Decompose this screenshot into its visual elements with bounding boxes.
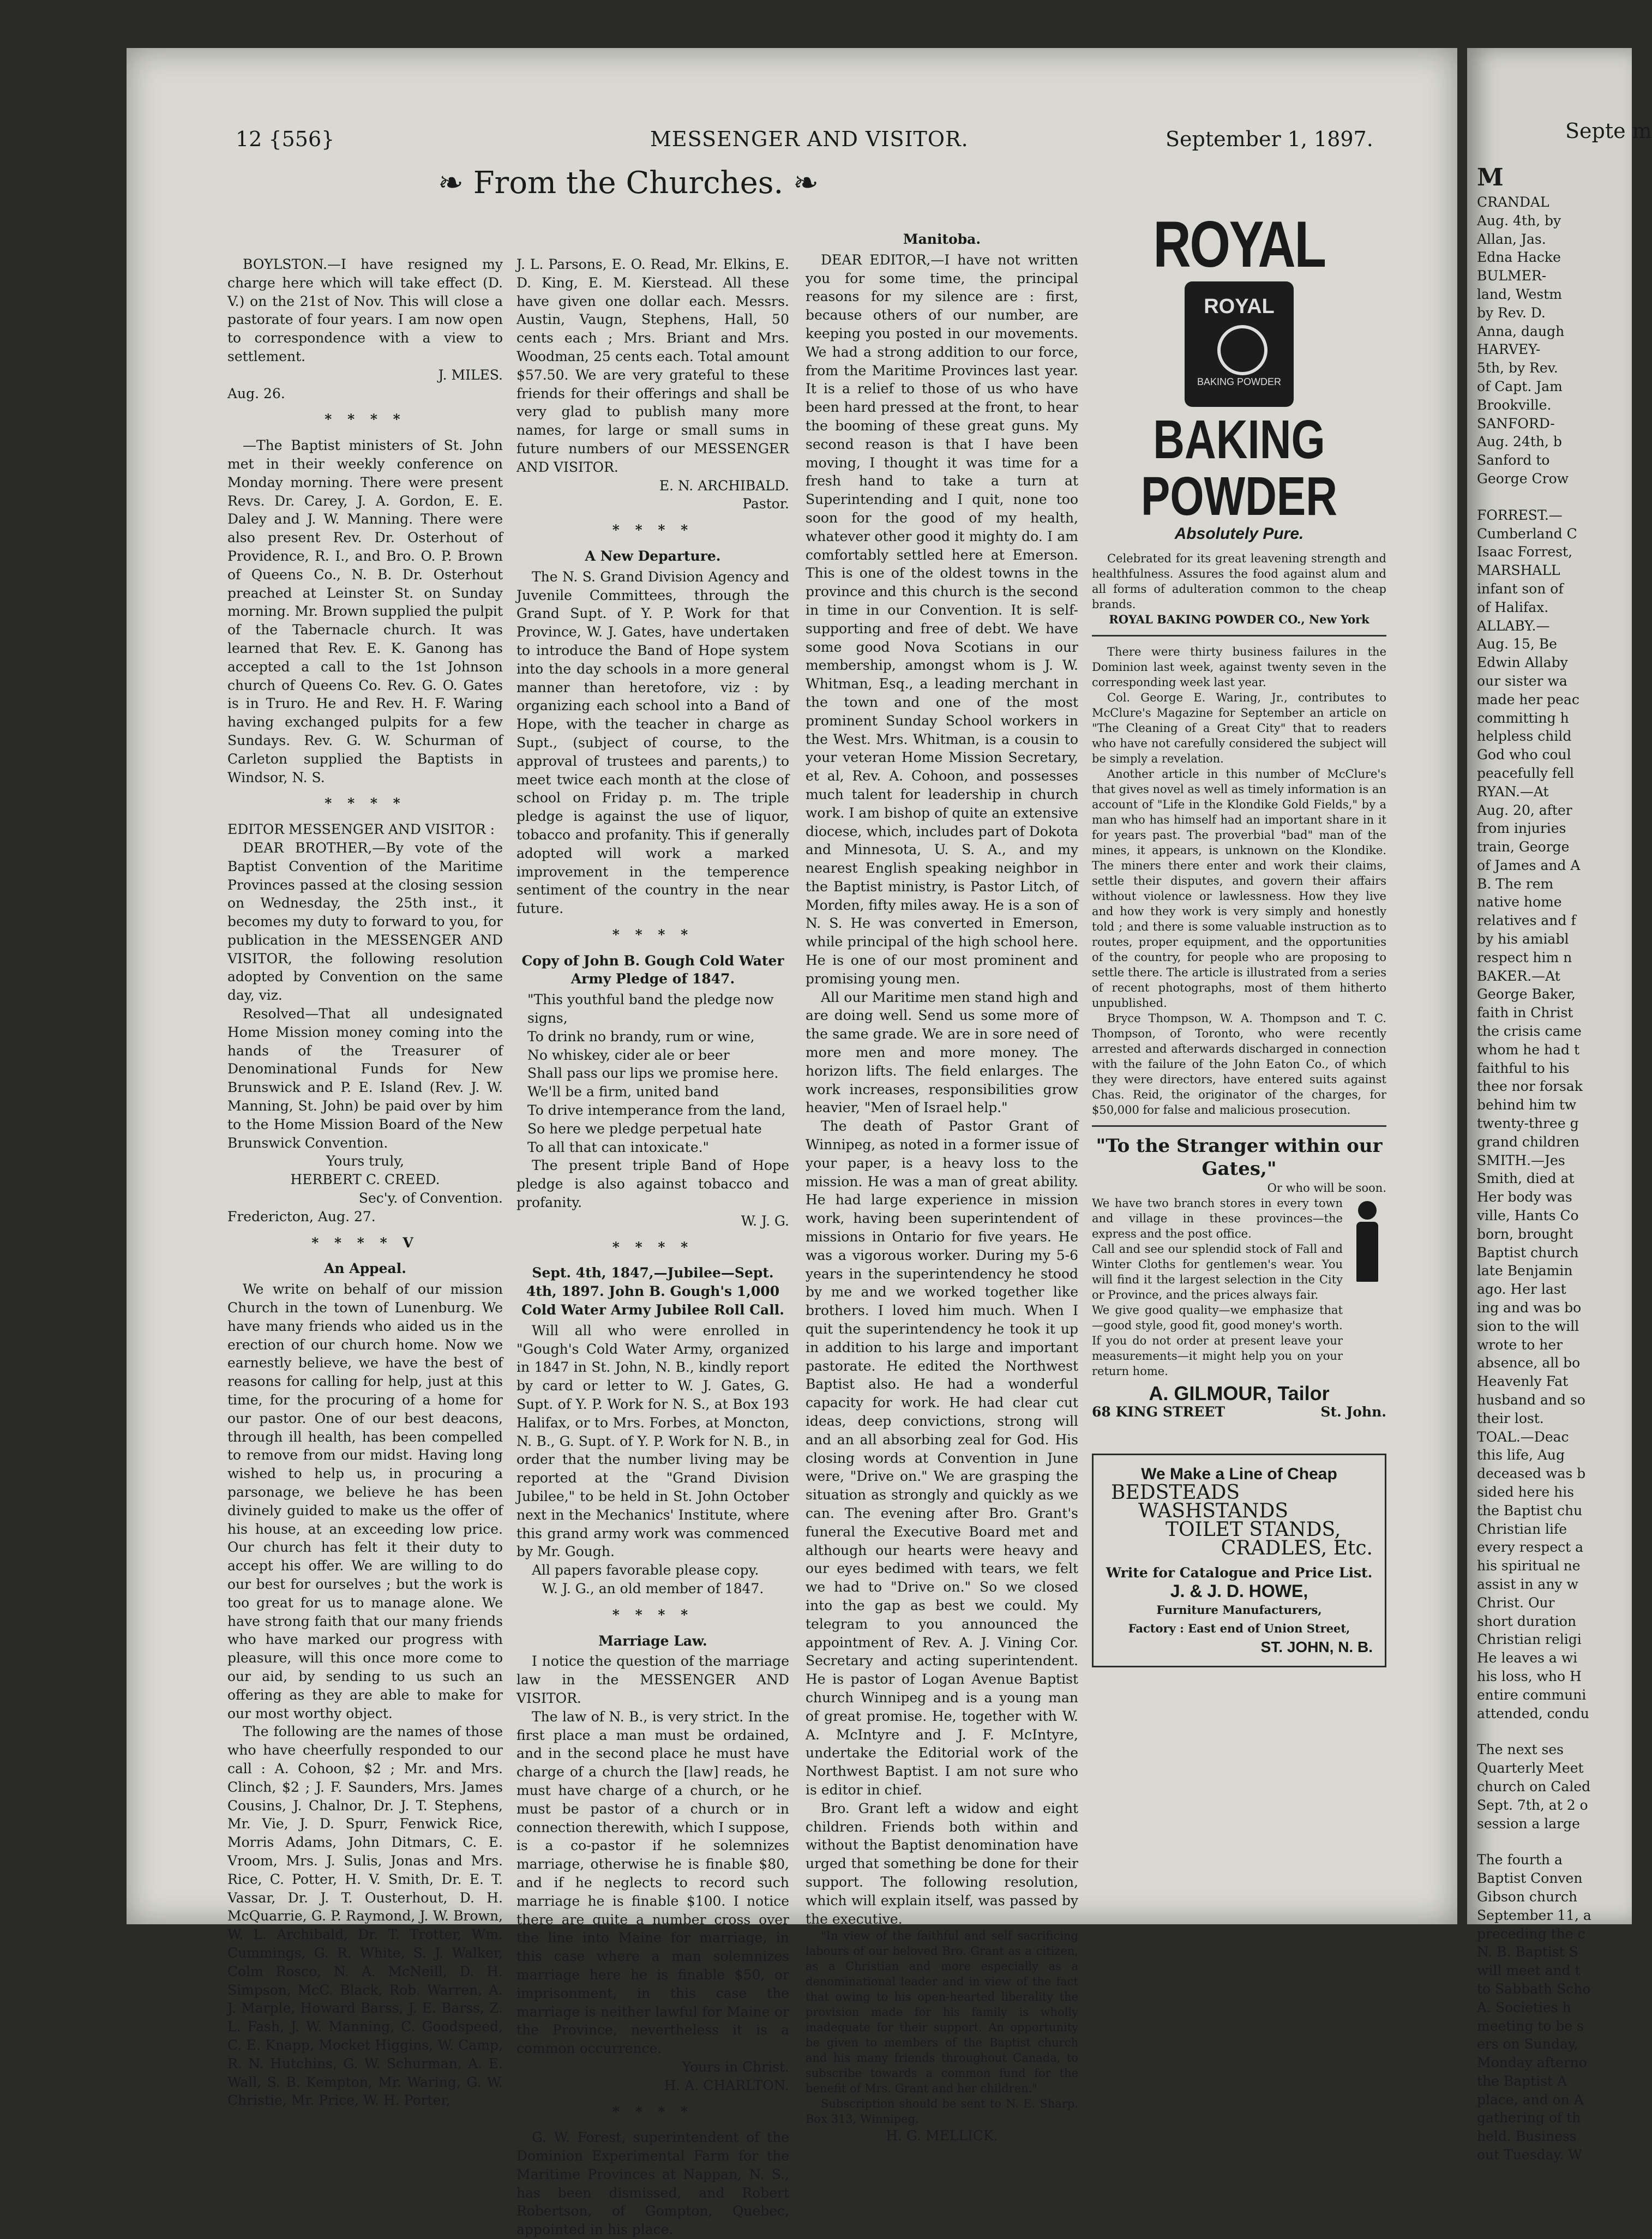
facing-page-line: absence, all bo bbox=[1477, 1355, 1581, 1371]
facing-page-line: Her body was bbox=[1477, 1189, 1572, 1205]
facing-page-line: SMITH.—Jes bbox=[1477, 1152, 1565, 1168]
donor-list-continued: J. L. Parsons, E. O. Read, Mr. Elkins, E. D. King, E. M. Kierstead. All these have given one dollar each. Messrs. Austin, Vaugn, Stephens, Hall, 50 cents each ; Mrs. Briant and Mrs. Woodman, 25 cents each. Total amount $57.50. We are very grateful to these friends for their offerings and shall be very glad to publish many more names, for large or small sums in future numbers of our MESSENGER AND VISITOR. bbox=[516, 256, 789, 475]
facing-page-line: M bbox=[1477, 164, 1504, 191]
manitoba-maritime-men: All our Maritime men stand high and are doing well. Send us some more of the same grade. We are in sore need of more men and more money. The horizon lifts. The field enlarges. The work increases, responsibilities grow heavier, "Men of Israel help." bbox=[806, 989, 1078, 1116]
facing-page-line bbox=[1477, 1722, 1641, 1740]
facing-page-line: B. The rem bbox=[1477, 875, 1554, 892]
facing-page-line: gathering of th bbox=[1477, 2110, 1581, 2126]
pledge-poem-line: To drink no brandy, rum or wine, bbox=[527, 1028, 755, 1045]
facing-page-line: SANFORD- bbox=[1477, 415, 1555, 431]
manitoba-heading: Manitoba. bbox=[903, 231, 981, 247]
gilmour-line: Call and see our splendid stock of Fall and Winter Cloths for gentlemen's wear. You will find it the largest selection in the City or Province, and the prices always fair. bbox=[1092, 1242, 1343, 1301]
facing-page-line: twenty-three g bbox=[1477, 1115, 1579, 1132]
facing-page-line: Quarterly Meet bbox=[1477, 1760, 1584, 1776]
issue-date: September 1, 1897. bbox=[1166, 127, 1373, 151]
facing-page-line: Aug. 24th, b bbox=[1477, 434, 1562, 450]
pledge-poem-line: To all that can intoxicate." bbox=[527, 1139, 710, 1155]
facing-page-line: this life, Aug bbox=[1477, 1447, 1565, 1463]
pledge-poem-line: We'll be a firm, united band bbox=[527, 1084, 719, 1100]
jubilee-signature: W. J. G., an old member of 1847. bbox=[542, 1580, 764, 1596]
howe-subtitle: Furniture Manufacturers, bbox=[1156, 1602, 1322, 1617]
pledge-poem-line: No whiskey, cider ale or beer bbox=[527, 1047, 730, 1063]
facing-page-line: wrote to her bbox=[1477, 1336, 1563, 1353]
facing-page-line bbox=[1477, 488, 1641, 506]
manitoba-widow: Bro. Grant left a widow and eight children. Friends both within and without the Baptist denomination have urged that something be done for their support. The following resolution, which will explain itself, was passed by the executive. bbox=[806, 1800, 1078, 1927]
facing-page-line: his spiritual ne bbox=[1477, 1558, 1581, 1574]
archibald-signature: E. N. ARCHIBALD. bbox=[659, 477, 789, 494]
facing-page-edge bbox=[1467, 48, 1652, 2163]
manitoba-subscription: Subscription should be sent to N. E. Sharp. Box 313, Winnipeg. bbox=[806, 2097, 1078, 2126]
column-4 bbox=[1092, 208, 1386, 1667]
gilmour-city: St. John. bbox=[1320, 1403, 1386, 1420]
facing-page-line: ing and was bo bbox=[1477, 1300, 1582, 1316]
facing-page-line: Baptist church bbox=[1477, 1244, 1579, 1260]
facing-page-line: RYAN.—At bbox=[1477, 783, 1549, 800]
facing-page-line: ers on Sunday, bbox=[1477, 2036, 1578, 2052]
facing-page-line: whom he had t bbox=[1477, 1041, 1580, 1058]
facing-page-line: church on Caled bbox=[1477, 1778, 1591, 1794]
facing-page-line: from injuries bbox=[1477, 820, 1566, 837]
facing-page-line: late Benjamin bbox=[1477, 1263, 1573, 1279]
forest-dismissal-notice: G. W. Forest, superintendent of the Dominion Experimental Farm for the Maritime Provinces at Nappan, N. S., has been dismissed, and Robert Robertson, of Gompton, Quebec, appointed in his place. bbox=[516, 2129, 789, 2238]
facing-page-line: Baptist Conven bbox=[1477, 1870, 1583, 1887]
howe-item: TOILET STANDS, bbox=[1166, 1518, 1341, 1541]
facing-page-column bbox=[1477, 163, 1641, 2164]
howe-furniture-ad bbox=[1092, 1454, 1386, 1667]
facing-page-line: native home bbox=[1477, 894, 1562, 910]
facing-page-line: The next ses bbox=[1477, 1742, 1564, 1758]
facing-page-line: land, Westm bbox=[1477, 286, 1562, 302]
facing-page-line: preceding the c bbox=[1477, 1925, 1585, 1942]
gilmour-address: 68 KING STREET bbox=[1092, 1403, 1225, 1420]
gilmour-tailor-ad bbox=[1092, 1134, 1386, 1421]
facing-page-line: session a large bbox=[1477, 1815, 1580, 1832]
gentleman-figure-icon bbox=[1348, 1196, 1386, 1379]
facing-page-line: Sanford to bbox=[1477, 452, 1550, 469]
facing-page-line: peacefully fell bbox=[1477, 765, 1574, 781]
facing-page-line: behind him tw bbox=[1477, 1097, 1577, 1113]
facing-page-line: born, brought bbox=[1477, 1226, 1573, 1242]
howe-item: BEDSTEADS bbox=[1111, 1481, 1240, 1504]
facing-page-line: to Sabbath Scho bbox=[1477, 1980, 1591, 1997]
royal-baking-powder-ad bbox=[1092, 208, 1386, 627]
newspaper-page bbox=[127, 48, 1457, 2238]
column-2 bbox=[516, 255, 789, 2239]
facing-page-line bbox=[1477, 1833, 1641, 1851]
facing-page-line: CRANDAL bbox=[1477, 194, 1549, 210]
howe-item: CRADLES, Etc. bbox=[1221, 1536, 1373, 1559]
facing-page-line: N. B. Baptist S bbox=[1477, 1944, 1578, 1960]
can-label-top: ROYAL bbox=[1204, 295, 1275, 318]
facing-page-line: HARVEY- bbox=[1477, 341, 1541, 358]
waring-article-notice: Col. George E. Waring, Jr., contributes to McClure's Magazine for September an article on "The Cleaning of a Great City" that to readers who have not carefully considered the subject will be simply a revelation. bbox=[1092, 691, 1386, 765]
pledge-poem-line: So here we pledge perpetual hate bbox=[527, 1120, 762, 1137]
donor-list: The following are the names of those who have cheerfully responded to our call : A. Cohoon, $2 ; Mr. and Mrs. Clinch, $2 ; J. F. Saunders, Mrs. James Cousins, J. Chalnor, Dr. J. T. Stephens, Mr. Vie, J. D. Spurr, Fenwick Rice, Morris Adams, John Ditmars, C. E. Vroom, Mrs. J. Sulis, Jonas and Mrs. Rice, C. Potter, H. V. Smith, Dr. E. T. Vassar, Dr. J. T. Ousterhout, D. H. McQuarrie, G. P. Raymond, J. W. Brown, W. L. Archibald, Dr. T. Trotter, Wm. Cummings, G. R. White, S. J. Walker, Colm Rosco, N. A. McNeill, D. H. Simpson, McC. Black, Rob. Warren, A. J. Marple, Howard Barss, J. E. Barss, Z. L. Fash, J. W. Manning, C. Goodspeed, C. E. Knapp, Mocket Higgins, W. Camp, R. N. Hutchins, G. W. Schurman, A. E. Wall, S. B. Kempton, Mr. Waring, G. W. Christie, Mr. Price, W. H. Porter, bbox=[227, 1724, 503, 2109]
howe-item: WASHSTANDS bbox=[1138, 1499, 1288, 1522]
facing-page-line: of James and A bbox=[1477, 857, 1581, 873]
divider bbox=[1092, 1125, 1386, 1127]
facing-page-line: BULMER- bbox=[1477, 268, 1547, 284]
pledge-signature: W. J. G. bbox=[741, 1212, 789, 1229]
gilmour-headline: "To the Stranger within our Gates," bbox=[1096, 1134, 1383, 1180]
gilmour-subline: Or who will be soon. bbox=[1267, 1181, 1386, 1194]
letter-salutation: EDITOR MESSENGER AND VISITOR : bbox=[227, 821, 495, 838]
facing-page-line: ville, Hants Co bbox=[1477, 1208, 1579, 1224]
facing-page-line: committing h bbox=[1477, 710, 1569, 726]
can-label-bottom: BAKING POWDER bbox=[1197, 376, 1282, 388]
facing-page-line: ago. Her last bbox=[1477, 1281, 1566, 1298]
new-departure-heading: A New Departure. bbox=[585, 548, 721, 564]
facing-page-line: Isaac Forrest, bbox=[1477, 544, 1573, 560]
manitoba-letter-body: DEAR EDITOR,—I have not written you for some time, the principal reasons for my silence are : first, because others of our number, are keeping you posted in our movements. We had a strong addition to our force, from the Maritime Provinces last year. It is a relief to those of us who have been hard pressed at the front, to hear the booming of these great guns. My second reason is that I have been moving, I thought it was time for a fresh hand to take a turn at Superintending and I quit, none too soon for the good of my health, whatever other good it mighty do. I am comfortably settled here at Emerson. This is one of the oldest towns in the province and this church is the second in time in our Convention. It is self-supporting and free of debt. We have some good Nova Scotians in our membership, amongst whom is J. W. Whitman, Esq., a leading merchant in the town and one of the most prominent Sunday School workers in the West. Mrs. Whitman, is a cousin to your veteran Home Mission Secretary, et al, Rev. A. Cohoon, and possesses much talent for leadership in church work. I am bishop of quite an extensive diocese, which, includes part of Dokota and Minnesota, U. S. A., and my nearest English speaking neighbor in the Baptist ministry, is Pastor Litch, of Morden, fifty miles away. He is a son of N. S. He was converted in Emerson, while principal of the high school here. He is one of our most prominent and promising young men. bbox=[806, 251, 1078, 987]
facing-page-line: Allan, Jas. bbox=[1477, 231, 1546, 247]
facing-page-line: their lost. bbox=[1477, 1410, 1544, 1426]
facing-page-line: meeting to be s bbox=[1477, 2018, 1584, 2034]
howe-headline: We Make a Line of Cheap bbox=[1141, 1465, 1337, 1484]
column-1 bbox=[227, 255, 503, 2110]
facing-page-line: ALLABY.— bbox=[1477, 617, 1550, 634]
facing-page-line: by his amiabl bbox=[1477, 931, 1569, 947]
facing-page-line: Aug. 4th, by bbox=[1477, 212, 1561, 229]
facing-page-line: made her peac bbox=[1477, 691, 1579, 707]
facing-page-line: Edna Hacke bbox=[1477, 249, 1561, 266]
facing-page-line: George Crow bbox=[1477, 470, 1569, 487]
separator-stars: * * * * bbox=[612, 2103, 694, 2120]
facing-page-line: September 11, a bbox=[1477, 1907, 1591, 1923]
convention-resolution: Resolved—That all undesignated Home Mission money coming into the hands of the Treasurer of Denominational Funds for New Brunswick and P. E. Island (Rev. J. W. Manning, St. John) be paid over by him to the Home Mission Board of the New Brunswick Convention. bbox=[227, 1006, 503, 1151]
facing-page-line: Brookville. bbox=[1477, 397, 1552, 413]
appeal-heading: An Appeal. bbox=[324, 1260, 406, 1277]
marriage-law-body: The law of N. B., is very strict. In the first place a man must be ordained, and in the second place he must have charge of a church the [law] reads, he must have charge of a church, or he must be pastor of a church or in connection therewith, which I suppose, is a co-pastor if he solemnizes marriage, otherwise he is finable $80, and if he neglects to record such marriage he is finable $100. I notice there are quite a number cross over the line into Maine for marriage, in this case where a man solemnizes marriage here he is finable $50, or imprisonment, in this case the marriage is neither lawful for Maine or the Province, nevertheless it is a common occurrence. bbox=[516, 1708, 789, 2057]
marriage-law-closing: Yours in Christ. bbox=[682, 2058, 789, 2075]
facing-page-line: respect him n bbox=[1477, 949, 1572, 965]
facing-page-line: The fourth a bbox=[1477, 1852, 1563, 1868]
jubilee-heading: Sept. 4th, 1847,—Jubilee—Sept. 4th, 1897. John B. Gough's 1,000 Cold Water Army Jubilee Roll Call. bbox=[521, 1265, 784, 1318]
facing-page-line: Cumberland C bbox=[1477, 525, 1577, 542]
facing-page-line: grand children bbox=[1477, 1133, 1579, 1150]
howe-write: Write for Catalogue and Price List. bbox=[1106, 1565, 1373, 1581]
facing-page-line: FORREST.— bbox=[1477, 507, 1563, 523]
manitoba-resolution: "In view of the faithful and self sacrificing labours of our beloved Bro. Grant as a citizen, as a Christian and more especially as a denominational leader and in view of the fact that owing to his open-hearted liberality the provision made for his family is wholly inadequate for their support. An opportunity be given to members of the Baptist church and his many friends throughout Canada, to subscribe towards a common fund for the benefit of Mrs. Grant and her children." bbox=[806, 1929, 1078, 2096]
facing-page-line: A. Societies h bbox=[1477, 1999, 1571, 2015]
royal-word: ROYAL bbox=[1153, 208, 1325, 281]
facing-page-line: the crisis came bbox=[1477, 1023, 1582, 1040]
facing-page-line: Anna, daugh bbox=[1477, 323, 1565, 339]
pledge-note: The present triple Band of Hope pledge is also against tobacco and profanity. bbox=[516, 1157, 789, 1211]
facing-page-line: out Tuesday. W bbox=[1477, 2147, 1582, 2163]
jubilee-copy-note: All papers favorable please copy. bbox=[532, 1562, 759, 1578]
facing-page-line: his loss, who H bbox=[1477, 1668, 1582, 1684]
klondike-article-notice: Another article in this number of McClure's that gives novel as well as timely information is an account of "Life in the Klondike Gold Fields," by a man who has himself had an important share in it for years past. The proverbial "bad" man of the mines, it appears, is unknown on the Klondike. The miners there enter and work their claims, settle their disputes, and govern their affairs without violence or lawlessness. How they live and how they work is very simply and honestly told ; and there is some valuable instruction as to routes, proper equipment, and the opportunities of the country, for people who are proposing to settle there. The article is illustrated from a series of recent photographs, most of them hitherto unpublished. bbox=[1092, 767, 1386, 1010]
facing-page-line: deceased was b bbox=[1477, 1466, 1586, 1482]
pledge-poem-line: To drive intemperance from the land, bbox=[527, 1102, 786, 1119]
facing-page-line: will meet and t bbox=[1477, 1962, 1581, 1979]
letter-signature: HERBERT C. CREED. bbox=[290, 1172, 440, 1188]
thompson-lawsuit-notice: Bryce Thompson, W. A. Thompson and T. C. Thompson, of Toronto, who were recently arrested and afterwards discharged in connection with the failure of the John Eaton Co., of which they were directors, have entered suits against Chas. Reid, the originator of the charges, for $50,000 for false and malicious prosecution. bbox=[1092, 1011, 1386, 1117]
pledge-poem-line: Shall pass our lips we promise here. bbox=[527, 1065, 779, 1082]
separator-stars: * * * * bbox=[325, 795, 406, 812]
separator-stars: * * * * bbox=[612, 1606, 694, 1623]
new-departure-body: The N. S. Grand Division Agency and Juvenile Committees, through the Grand Supt. of Y. P. Work for that Province, W. J. Gates, have undertaken to introduce the Band of Hope system into the day schools in a more general manner than heretofore, viz : by organizing each school into a Band of Hope, with the teacher in charge as Supt., (subject of course, to the approval of trustees and parents,) to meet twice each month at the close of school on Friday p. m. The triple pledge is against the use of liquor, tobacco and profanity. This if generally adopted will work a marked improvement in the temperence sentiment of the country in the near future. bbox=[516, 568, 789, 917]
pledge-poem-line: "This youthful band the pledge now signs, bbox=[527, 992, 774, 1027]
section-title-wrap bbox=[301, 165, 956, 201]
facing-page-line: God who coul bbox=[1477, 747, 1571, 763]
facing-page-line: of Capt. Jam bbox=[1477, 378, 1563, 394]
facing-page-line: faithful to his bbox=[1477, 1060, 1570, 1076]
gilmour-line: We have two branch stores in every town and village in these provinces—the express and the post office. bbox=[1092, 1196, 1343, 1240]
convention-letter: DEAR BROTHER,—By vote of the Baptist Convention of the Maritime Provinces passed at the closing session on Wednesday, the 25th inst., it becomes my duty to forward to you, for publication in the MESSENGER AND VISITOR, the following resolution adopted by Convention on the same day, viz. bbox=[227, 839, 503, 1004]
facing-page-line: 5th, by Rev. bbox=[1477, 360, 1558, 376]
howe-city: ST. JOHN, N. B. bbox=[1260, 1638, 1373, 1655]
facing-page-line: entire communi bbox=[1477, 1686, 1587, 1703]
crown-icon bbox=[1217, 325, 1267, 375]
facing-page-line: Sept. 7th, at 2 o bbox=[1477, 1797, 1588, 1813]
facing-page-line: Smith, died at bbox=[1477, 1170, 1575, 1187]
business-failures-notice: There were thirty business failures in the Dominion last week, against twenty seven in the corresponding week last year. bbox=[1092, 645, 1386, 689]
boylston-signature: J. MILES. bbox=[438, 367, 503, 383]
marriage-law-signature: H. A. CHARLTON. bbox=[664, 2077, 789, 2093]
facing-page-line: George Baker, bbox=[1477, 986, 1576, 1003]
facing-page-line: attended, condu bbox=[1477, 1705, 1589, 1721]
gilmour-name: A. GILMOUR, Tailor bbox=[1149, 1382, 1330, 1404]
archibald-title: Pastor. bbox=[742, 496, 789, 512]
letter-title: Sec'y. of Convention. bbox=[358, 1190, 503, 1206]
powder-word: POWDER bbox=[1141, 466, 1337, 527]
letter-place-date: Fredericton, Aug. 27. bbox=[227, 1208, 376, 1224]
facing-page-line: of Halifax. bbox=[1477, 599, 1549, 615]
separator-stars: * * * * bbox=[612, 926, 694, 943]
gilmour-line: If you do not order at present leave your measurements—it might help you on your return home. bbox=[1092, 1334, 1343, 1378]
divider bbox=[1092, 635, 1386, 637]
facing-page-line: sided here his bbox=[1477, 1484, 1575, 1500]
appeal-body: We write on behalf of our mission Church in the town of Lunenburg. We have many friends who aided us in the erection of our church home. Now we earnestly believe, we have the best of reasons for calling for help, just at this time, for the procuring of a home for our pastor. One of our best deacons, through ill health, has been compelled to remove from our midst. Having long wished to help us, in procuring a parsonage, we believe he has been divinely guided to make us the offer of his house, at an exceeding low price. Our church has felt it their duty to accept his offer. We are willing to do our best for ourselves ; but the work is too great for us to manage alone. We have strong faith that our many friends who have marked our progress with pleasure, will this once more come to our aid, by sending to us such an offering as they are able to make for our most worthy object. bbox=[227, 1281, 503, 1721]
royal-company: ROYAL BAKING POWDER CO., New York bbox=[1109, 612, 1369, 626]
facing-page-line: short duration bbox=[1477, 1613, 1577, 1629]
facing-page-line: Christian life bbox=[1477, 1521, 1567, 1537]
facing-page-date: Septe m bbox=[1565, 119, 1652, 143]
facing-page-line: our sister wa bbox=[1477, 673, 1567, 689]
manitoba-pastor-grant: The death of Pastor Grant of Winnipeg, as noted in a former issue of your paper, is a heavy loss to the mission. He was a man of great ability. He had large experience in mission work, having been superintendent of missions in Ontario for five years. He was a vigorous worker. During my 5-6 years in the superintendency he stood by me and we worked together like brothers. I loved him much. When I quit the superintendency he took it up in addition to his large and important pastorate. He edited the Northwest Baptist also. He had a wonderful capacity for work. He had clear cut ideas, deep convictions, strong will and an all absorbing zeal for God. His closing words at Convention in June were, "Drive on." We are grasping the situation as strongly and quickly as we can. The evening after Bro. Grant's funeral the Executive Board met and although our hearts were heavy and our eyes bedimed with tears, we felt we had to "Drive on." So we closed into the gap as best we could. My telegram to you announced the appointment of Rev. A. J. Vining Cor. Secretary and acting superintendent. He is pastor of Logan Avenue Baptist church Winnipeg and is a young man of great promise. He, together with W. A. McIntyre and J. F. McIntyre, undertake the Editorial work of the Northwest Baptist. I am not sure who is editor in chief. bbox=[806, 1118, 1078, 1798]
facing-page-line: by Rev. D. bbox=[1477, 304, 1546, 321]
facing-page-line: Gibson church bbox=[1477, 1888, 1578, 1905]
facing-page-line: Heavenly Fat bbox=[1477, 1373, 1569, 1390]
facing-page-line: MARSHALL bbox=[1477, 562, 1560, 579]
facing-page-line: faith in Christ bbox=[1477, 1005, 1573, 1021]
jubilee-body: Will all who were enrolled in "Gough's Cold Water Army, organized in 1847 in St. John, N. B., kindly report by card or letter to W. J. Gates, G. Supt. of Y. P. Work for N. S., at Box 193 Halifax, or to Mrs. Forbes, at Moncton, N. B., G. Supt. of Y. P. Work for N. B., in order that the number living may be reported at the "Grand Division Jubilee," to be held in St. John October next in the Mechanics' Institute, where this grand army work was commenced by Mr. Gough. bbox=[516, 1322, 789, 1560]
marriage-law-heading: Marriage Law. bbox=[598, 1632, 707, 1649]
facing-page-line: Monday afterno bbox=[1477, 2055, 1587, 2071]
st-john-ministers-notice: —The Baptist ministers of St. John met in their weekly conference on Monday morning. There were present Revs. Dr. Carey, J. A. Gordon, E. E. Daley and J. W. Manning. There were also present Rev. Dr. Osterhout of Providence, R. I., and Bro. O. P. Brown of Queens Co., N. B. Dr. Osterhout preached at Leinster St. on Sunday morning. Mr. Brown supplied the pulpit of the Tabernacle church. It was learned that Rev. E. K. Ganong has accepted a call to the 1st Johnson church of Queens Co. Rev. G. O. Gates is in Truro. He and Rev. H. F. Waring having exchanged pulpits for a few Sundays. Rev. G. W. Schurman of Carleton supplied the Baptists in Windsor, N. S. bbox=[227, 437, 503, 785]
facing-page-line: the Baptist A bbox=[1477, 2073, 1567, 2089]
leaf-ornament-icon: ❧ bbox=[793, 165, 819, 201]
facing-page-line: Christ. Our bbox=[1477, 1594, 1555, 1611]
facing-page-line: husband and so bbox=[1477, 1392, 1585, 1408]
facing-page-line: place, and on A bbox=[1477, 2091, 1584, 2108]
manitoba-signature: H. G. MELLICK. bbox=[886, 2128, 998, 2144]
letter-closing: Yours truly, bbox=[326, 1153, 405, 1169]
facing-page-line: assist in any w bbox=[1477, 1576, 1578, 1592]
facing-page-line: relatives and f bbox=[1477, 913, 1576, 929]
facing-page-line: every respect a bbox=[1477, 1539, 1584, 1556]
boylston-date: Aug. 26. bbox=[227, 385, 285, 401]
facing-page-line: TOAL.—Deac bbox=[1477, 1428, 1569, 1445]
section-title: From the Churches. bbox=[473, 165, 784, 201]
facing-page-line: held. Business bbox=[1477, 2128, 1577, 2145]
facing-page-line: train, George bbox=[1477, 839, 1570, 855]
separator-stars: * * * * bbox=[612, 522, 694, 538]
royal-description: Celebrated for its great leavening strength and healthfulness. Assures the food against alum and all forms of adulteration common to the cheap brands. bbox=[1092, 551, 1386, 611]
facing-page-line: BAKER.—At bbox=[1477, 968, 1560, 984]
page-number: 12 {556} bbox=[236, 127, 335, 151]
baking-word: BAKING bbox=[1153, 409, 1325, 470]
separator-stars: * * * * V bbox=[311, 1234, 419, 1251]
facing-page-line: infant son of bbox=[1477, 580, 1564, 597]
newspaper-title: MESSENGER AND VISITOR. bbox=[650, 127, 969, 151]
facing-page-line: sion to the will bbox=[1477, 1318, 1579, 1334]
howe-name: J. & J. D. HOWE, bbox=[1170, 1581, 1308, 1601]
howe-factory: Factory : East end of Union Street, bbox=[1128, 1621, 1350, 1635]
gilmour-line: We give good quality—we emphasize that —good style, good fit, good money's worth. bbox=[1092, 1303, 1343, 1332]
facing-page-line: Christian religi bbox=[1477, 1631, 1582, 1648]
facing-page-line: Aug. 15, Be bbox=[1477, 636, 1557, 652]
boylston-notice: BOYLSTON.—I have resigned my charge here which will take effect (D. V.) on the 21st of Nov. This will close a pastorate of four years. I am now open to correspondence with a view to settlement. bbox=[227, 256, 503, 364]
pledge-heading: Copy of John B. Gough Cold Water Army Pledge of 1847. bbox=[521, 952, 784, 987]
facing-page-line: He leaves a wi bbox=[1477, 1650, 1578, 1666]
column-3 bbox=[806, 228, 1078, 2145]
marriage-law-intro: I notice the question of the marriage law in the MESSENGER AND VISITOR. bbox=[516, 1653, 789, 1706]
leaf-ornament-icon: ❧ bbox=[437, 165, 464, 201]
royal-can-image bbox=[1185, 281, 1294, 407]
facing-page-line: Aug. 20, after bbox=[1477, 802, 1572, 818]
facing-page-line: thee nor forsak bbox=[1477, 1078, 1583, 1095]
separator-stars: * * * * bbox=[612, 1239, 694, 1255]
facing-page-line: the Baptist chu bbox=[1477, 1502, 1583, 1518]
separator-stars: * * * * bbox=[325, 411, 406, 428]
royal-tagline: Absolutely Pure. bbox=[1174, 525, 1304, 543]
facing-page-line: helpless child bbox=[1477, 728, 1572, 745]
facing-page-line: Edwin Allaby bbox=[1477, 655, 1568, 671]
